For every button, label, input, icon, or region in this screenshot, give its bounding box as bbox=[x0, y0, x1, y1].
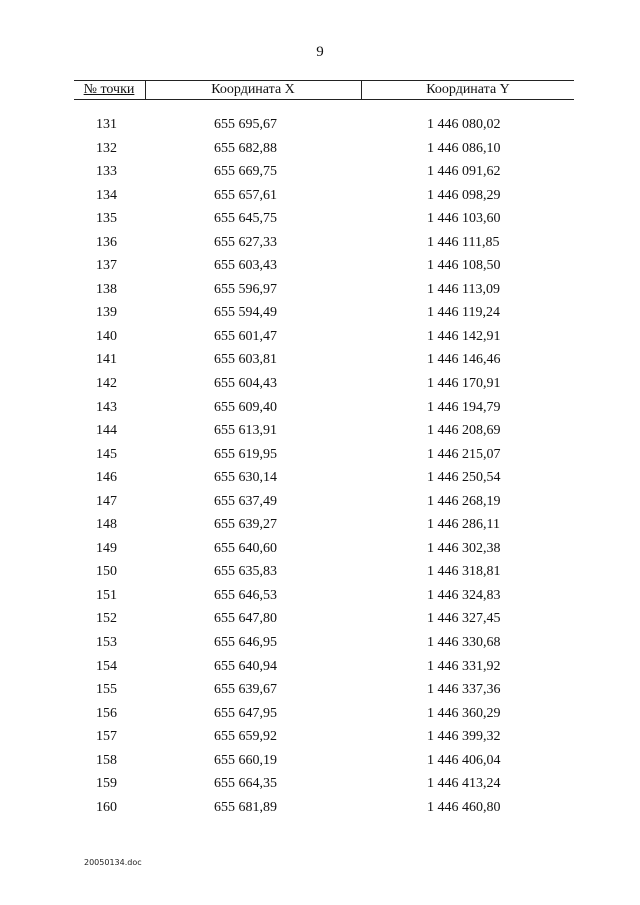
coordinate-y-cell: 1 446 142,91 bbox=[427, 328, 501, 344]
point-number-cell: 138 bbox=[96, 281, 117, 297]
point-number-cell: 147 bbox=[96, 493, 117, 509]
coordinate-y-cell: 1 446 360,29 bbox=[427, 705, 501, 721]
coordinate-x-cell: 655 603,43 bbox=[214, 258, 277, 274]
coordinate-x-cell: 655 630,14 bbox=[214, 470, 277, 486]
coordinate-x-cell: 655 627,33 bbox=[214, 234, 277, 250]
table-row bbox=[0, 607, 640, 631]
coordinate-y-cell: 1 446 113,09 bbox=[427, 281, 500, 297]
coordinate-y-cell: 1 446 330,68 bbox=[427, 635, 501, 651]
footer-filename: 20050134.doc bbox=[84, 858, 142, 867]
coordinate-y-cell: 1 446 331,92 bbox=[427, 658, 501, 674]
table-row bbox=[0, 537, 640, 561]
table-body bbox=[0, 113, 640, 819]
point-number-cell: 135 bbox=[96, 211, 117, 227]
point-number-cell: 157 bbox=[96, 729, 117, 745]
point-number-cell: 148 bbox=[96, 517, 117, 533]
table-row bbox=[0, 490, 640, 514]
point-number-cell: 133 bbox=[96, 164, 117, 180]
table-row bbox=[0, 419, 640, 443]
coordinate-y-cell: 1 446 194,79 bbox=[427, 399, 501, 415]
coordinate-y-cell: 1 446 146,46 bbox=[427, 352, 501, 368]
point-number-cell: 137 bbox=[96, 258, 117, 274]
coordinate-y-cell: 1 446 318,81 bbox=[427, 564, 501, 580]
coordinate-y-cell: 1 446 399,32 bbox=[427, 729, 501, 745]
coordinate-y-cell: 1 446 208,69 bbox=[427, 423, 501, 439]
table-row bbox=[0, 278, 640, 302]
coordinate-y-cell: 1 446 250,54 bbox=[427, 470, 501, 486]
coordinate-x-cell: 655 596,97 bbox=[214, 281, 277, 297]
table-row bbox=[0, 796, 640, 820]
coordinate-y-cell: 1 446 215,07 bbox=[427, 446, 501, 462]
coordinate-x-cell: 655 601,47 bbox=[214, 328, 277, 344]
table-row bbox=[0, 678, 640, 702]
point-number-cell: 154 bbox=[96, 658, 117, 674]
table-row bbox=[0, 560, 640, 584]
coordinate-x-cell: 655 640,60 bbox=[214, 540, 277, 556]
coordinate-x-cell: 655 635,83 bbox=[214, 564, 277, 580]
coordinate-y-cell: 1 446 324,83 bbox=[427, 587, 501, 603]
coordinate-x-cell: 655 647,95 bbox=[214, 705, 277, 721]
table-row bbox=[0, 254, 640, 278]
coordinate-y-cell: 1 446 111,85 bbox=[427, 234, 500, 250]
table-row bbox=[0, 466, 640, 490]
coordinate-x-cell: 655 639,67 bbox=[214, 682, 277, 698]
coordinate-x-cell: 655 647,80 bbox=[214, 611, 277, 627]
point-number-cell: 140 bbox=[96, 328, 117, 344]
point-number-cell: 132 bbox=[96, 140, 117, 156]
coordinate-y-cell: 1 446 302,38 bbox=[427, 540, 501, 556]
table-row bbox=[0, 749, 640, 773]
coordinate-x-cell: 655 695,67 bbox=[214, 117, 277, 132]
point-number-cell: 141 bbox=[96, 352, 117, 368]
coordinate-y-cell: 1 446 119,24 bbox=[427, 305, 500, 321]
coordinate-x-cell: 655 669,75 bbox=[214, 164, 277, 180]
table-row bbox=[0, 584, 640, 608]
coordinate-x-cell: 655 659,92 bbox=[214, 729, 277, 745]
table-row bbox=[0, 772, 640, 796]
coordinate-y-cell: 1 446 098,29 bbox=[427, 187, 501, 203]
table-header bbox=[74, 80, 574, 100]
point-number-cell: 153 bbox=[96, 635, 117, 651]
coordinate-x-cell: 655 604,43 bbox=[214, 376, 277, 392]
header-coordinate-x: Координата X bbox=[211, 82, 295, 97]
header-bottom-rule bbox=[74, 99, 574, 100]
table-row bbox=[0, 301, 640, 325]
table-row bbox=[0, 160, 640, 184]
table-row bbox=[0, 396, 640, 420]
coordinate-y-cell: 1 446 406,04 bbox=[427, 752, 501, 768]
table-row bbox=[0, 513, 640, 537]
table-row bbox=[0, 702, 640, 726]
table-row bbox=[0, 348, 640, 372]
coordinate-x-cell: 655 640,94 bbox=[214, 658, 277, 674]
coordinate-x-cell: 655 613,91 bbox=[214, 423, 277, 439]
point-number-cell: 146 bbox=[96, 470, 117, 486]
table-row bbox=[0, 113, 640, 137]
point-number-cell: 156 bbox=[96, 705, 117, 721]
table-row bbox=[0, 184, 640, 208]
coordinate-x-cell: 655 619,95 bbox=[214, 446, 277, 462]
point-number-cell: 139 bbox=[96, 305, 117, 321]
coordinate-x-cell: 655 657,61 bbox=[214, 187, 277, 203]
header-coordinate-y: Координата Y bbox=[426, 82, 510, 97]
point-number-cell: 149 bbox=[96, 540, 117, 556]
coordinate-x-cell: 655 639,27 bbox=[214, 517, 277, 533]
table-row bbox=[0, 655, 640, 679]
coordinate-y-cell: 1 446 170,91 bbox=[427, 376, 501, 392]
point-number-cell: 158 bbox=[96, 752, 117, 768]
table-row bbox=[0, 231, 640, 255]
point-number-cell: 143 bbox=[96, 399, 117, 415]
coordinate-x-cell: 655 594,49 bbox=[214, 305, 277, 321]
coordinate-x-cell: 655 664,35 bbox=[214, 776, 277, 792]
table-row bbox=[0, 631, 640, 655]
coordinate-y-cell: 1 446 091,62 bbox=[427, 164, 501, 180]
table-row bbox=[0, 137, 640, 161]
coordinate-y-cell: 1 446 327,45 bbox=[427, 611, 501, 627]
point-number-cell: 152 bbox=[96, 611, 117, 627]
table-row bbox=[0, 372, 640, 396]
coordinate-x-cell: 655 682,88 bbox=[214, 140, 277, 156]
point-number-cell: 151 bbox=[96, 587, 117, 603]
point-number-cell: 155 bbox=[96, 682, 117, 698]
point-number-cell: 150 bbox=[96, 564, 117, 580]
page-number: 9 bbox=[316, 44, 324, 60]
coordinate-x-cell: 655 681,89 bbox=[214, 799, 277, 815]
coordinate-y-cell: 1 446 103,60 bbox=[427, 211, 501, 227]
coordinate-x-cell: 655 609,40 bbox=[214, 399, 277, 415]
coordinate-x-cell: 655 660,19 bbox=[214, 752, 277, 768]
table-row bbox=[0, 725, 640, 749]
coordinate-y-cell: 1 446 286,11 bbox=[427, 517, 500, 533]
header-point-number: № точки bbox=[83, 82, 135, 97]
coordinate-y-cell: 1 446 086,10 bbox=[427, 140, 501, 156]
point-number-cell: 136 bbox=[96, 234, 117, 250]
point-number-cell: 160 bbox=[96, 799, 117, 815]
coordinate-x-cell: 655 646,95 bbox=[214, 635, 277, 651]
table-row bbox=[0, 325, 640, 349]
coordinate-x-cell: 655 645,75 bbox=[214, 211, 277, 227]
coordinate-x-cell: 655 637,49 bbox=[214, 493, 277, 509]
coordinate-y-cell: 1 446 080,02 bbox=[427, 117, 501, 132]
point-number-cell: 144 bbox=[96, 423, 117, 439]
point-number-cell: 145 bbox=[96, 446, 117, 462]
coordinate-y-cell: 1 446 460,80 bbox=[427, 799, 501, 815]
coordinate-x-cell: 655 603,81 bbox=[214, 352, 277, 368]
coordinate-y-cell: 1 446 413,24 bbox=[427, 776, 501, 792]
table-row bbox=[0, 443, 640, 467]
point-number-cell: 142 bbox=[96, 376, 117, 392]
coordinate-y-cell: 1 446 268,19 bbox=[427, 493, 501, 509]
point-number-cell: 134 bbox=[96, 187, 117, 203]
point-number-cell: 131 bbox=[96, 117, 117, 132]
coordinate-y-cell: 1 446 337,36 bbox=[427, 682, 501, 698]
table-row bbox=[0, 207, 640, 231]
coordinate-x-cell: 655 646,53 bbox=[214, 587, 277, 603]
coordinate-y-cell: 1 446 108,50 bbox=[427, 258, 501, 274]
point-number-cell: 159 bbox=[96, 776, 117, 792]
